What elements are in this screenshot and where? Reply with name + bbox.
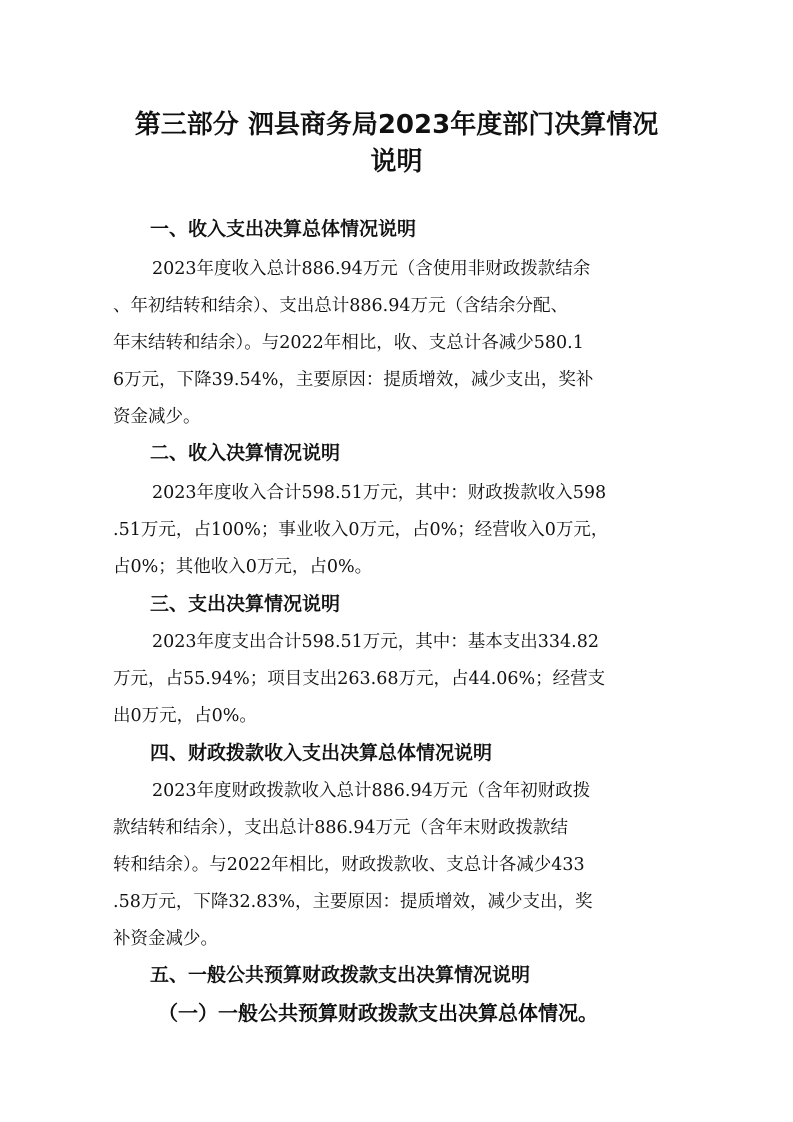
section-heading-4: 四、财政拨款收入支出决算总体情况说明 <box>150 742 493 764</box>
section-heading-2: 二、收入决算情况说明 <box>150 442 341 464</box>
paragraph-line: 、年初结转和结余）、支出总计886.94万元（含结余分配、 <box>113 296 568 316</box>
paragraph-line: .51万元，占100%；事业收入0万元，占0%；经营收入0万元， <box>113 520 609 540</box>
paragraph-line: 补资金减少。 <box>113 929 218 949</box>
page-title: 第三部分 泗县商务局2023年度部门决算情况 <box>134 110 659 140</box>
paragraph-line: .58万元，下降32.83%，主要原因：提质增效，减少支出，奖 <box>113 892 593 912</box>
paragraph-line: 款结转和结余），支出总计886.94万元（含年末财政拨款结 <box>113 818 568 838</box>
paragraph-line: 占0%；其他收入0万元，占0%。 <box>113 557 373 577</box>
paragraph-line: 万元，占55.94%；项目支出263.68万元，占44.06%；经营支 <box>113 669 606 689</box>
paragraph-line: 2023年度支出合计598.51万元，其中：基本支出334.82 <box>152 632 600 652</box>
paragraph-line: 出0万元，占0%。 <box>113 706 257 726</box>
paragraph-line: 2023年度收入合计598.51万元，其中：财政拨款收入598 <box>152 483 607 503</box>
paragraph-line: 6万元，下降39.54%，主要原因：提质增效，减少支出，奖补 <box>113 370 594 390</box>
subsection-heading: （一）一般公共预算财政拨款支出决算总体情况。 <box>158 1001 598 1025</box>
section-heading-3: 三、支出决算情况说明 <box>150 593 341 615</box>
page-title-continued: 说明 <box>370 147 423 177</box>
section-heading-1: 一、收入支出决算总体情况说明 <box>150 218 417 240</box>
section-heading-5: 五、一般公共预算财政拨款支出决算情况说明 <box>150 964 531 986</box>
paragraph-line: 2023年度收入总计886.94万元（含使用非财政拨款结余 <box>152 259 591 279</box>
paragraph-line: 资金减少。 <box>113 407 201 427</box>
paragraph-line: 2023年度财政拨款收入总计886.94万元（含年初财政拨 <box>152 781 591 801</box>
paragraph-line: 转和结余）。与2022年相比，财政拨款收、支总计各减少433 <box>113 855 585 875</box>
paragraph-line: 年末结转和结余）。与2022年相比，收、支总计各减少580.1 <box>113 333 584 353</box>
